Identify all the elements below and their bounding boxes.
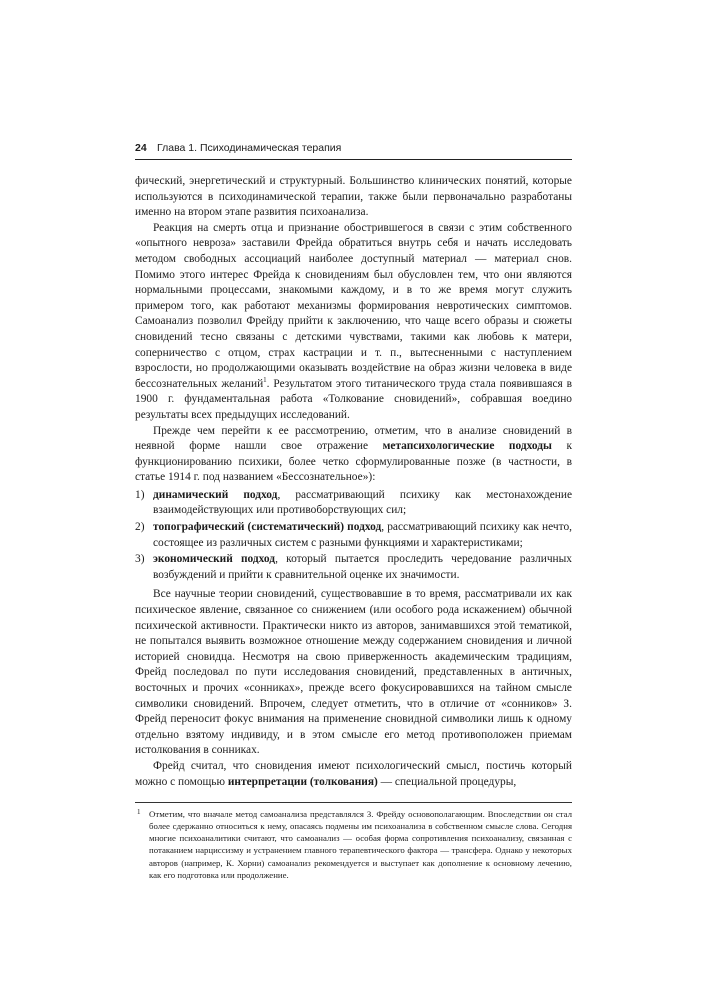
footnote-ref[interactable]: 1 [263,375,267,384]
approaches-list [135,488,572,584]
list-number: 3) [135,553,145,566]
list-term: динамический подход [153,488,278,501]
page-number: 24 [135,142,147,154]
term-metapsychological: метапсихологические подходы [382,440,552,453]
chapter-title: Глава 1. Психодинамическая терапия [157,142,342,154]
list-term: экономический подход [153,553,276,566]
list-item [135,488,572,519]
paragraph-2 [135,221,572,424]
footnote-text: Отметим, что вначале метод самоанализа представлялся З. Фрейду основополагающим. Впоследствии он стал более сдержанно относиться к нему, опасаясь подмены им психоанализа в собственном смысле слова. Сегодня многие психоаналитики считают, что самоанализ — особая форма сопротивления психоанализу, связанная с потаканием нарциссизму и устранением главного терапевтического фактора — трансфера. Однако у некоторых авторов (например, К. Хорни) самоанализ рекомендуется и выступает как дополнение к основному лечению, как его подготовка или продолжение. [149,809,572,880]
paragraph-1: фический, энергетический и структурный. Большинство клинических понятий, которые используются в психодинамической терапии, также были первоначально разработаны именно на втором этапе развития психоанализа. [135,175,572,219]
paragraph-3-pre: Прежде чем перейти к ее рассмотрению, отметим, что в анализе сновидений в неявной форме нашли свое отражение [135,424,572,453]
list-number: 1) [135,488,145,501]
running-header [135,141,572,160]
list-item [135,520,572,551]
list-text: , рассматривающий психику как местонахождение взаимодействующих или противоборствующих сил; [153,488,572,517]
paragraph-2-tail: . Результатом этого титанического труда стала появившаяся в 1900 г. фундаментальная работа «Толкование сновидений», собравшая воедино результаты всех предыдущих исследований. [135,377,572,421]
footnotes [135,802,572,881]
list-text: , рассматривающий психику как нечто, состоящее из различных систем с разными функциями и характеристиками; [153,521,573,549]
paragraph-2-main: Реакция на смерть отца и признание обострившегося в связи с этим собственного «опытного невроза» заставили Фрейда обратиться внутрь себя и начать исследовать методом свободных ассоциаций наиболее доступный материал — материал снов. Помимо этого интерес Фрейда к сновидениям был обусловлен тем, что они являются нормальными процессами, знакомыми каждому, и в то же время могут служить примером того, как работают механизмы формирования невротических симптомов. Самоанализ позволил Фрейду прийти к заключению, что чаще всего образы и сюжеты сновидений тесно связаны с детскими чувствами, такими как любовь к матери, соперничество с отцом, страх кастрации и т. п., вытесненными с наступлением взрослости, но продолжающими оказывать воздействие на образ жизни человека в виде бессознательных желаний [135,221,572,390]
list-term: топографический (систематический) подход [153,521,382,534]
paragraph-4: Все научные теории сновидений, существовавшие в то время, рассматривали их как психическое явление, связанное со снижением (или особого рода искажением) обычной психической активности. Практически никто из авторов, занимавшихся этой тематикой, не попытался выявить возможное отношение между содержанием сновидения и личной историей сновидца. Несмотря на свою приверженность академическим традициям, Фрейд последовал по пути исследования сновидений, представленных в античных, восточных и прочих «сонниках», прежде всего фокусировавшихся на тайном смысле символики сновидений. Впрочем, следует отметить, что в отличие от «сонников» З. Фрейд переносит фокус внимания на применение сновидной символики лишь к одному отдельно взятому индивиду, и в этом смысле его метод противоположен приемам истолкования в сонниках. [135,588,572,757]
list-item [135,552,572,583]
list-text: , который пытается проследить чередование различных возбуждений и прийти к сравнительной оценке их значимости. [153,553,572,581]
paragraph-5-post: — специальной процедуры, [377,775,517,788]
list-number: 2) [135,521,145,534]
term-interpretation: интерпретации (толкования) [227,775,378,788]
paragraph-5 [135,759,572,790]
footnote-1 [135,808,572,881]
paragraph-3-post: к функционированию психики, более четко сформулированные позже (в частности, в статье 1914 г. под названием «Бессознательное»): [135,440,572,484]
body-text [135,174,572,790]
paragraph-3 [135,424,572,486]
footnote-mark: 1 [137,808,141,817]
book-page [135,141,572,881]
paragraph-5-pre: Фрейд считал, что сновидения имеют психологический смысл, постичь который можно с помощью [135,759,572,788]
